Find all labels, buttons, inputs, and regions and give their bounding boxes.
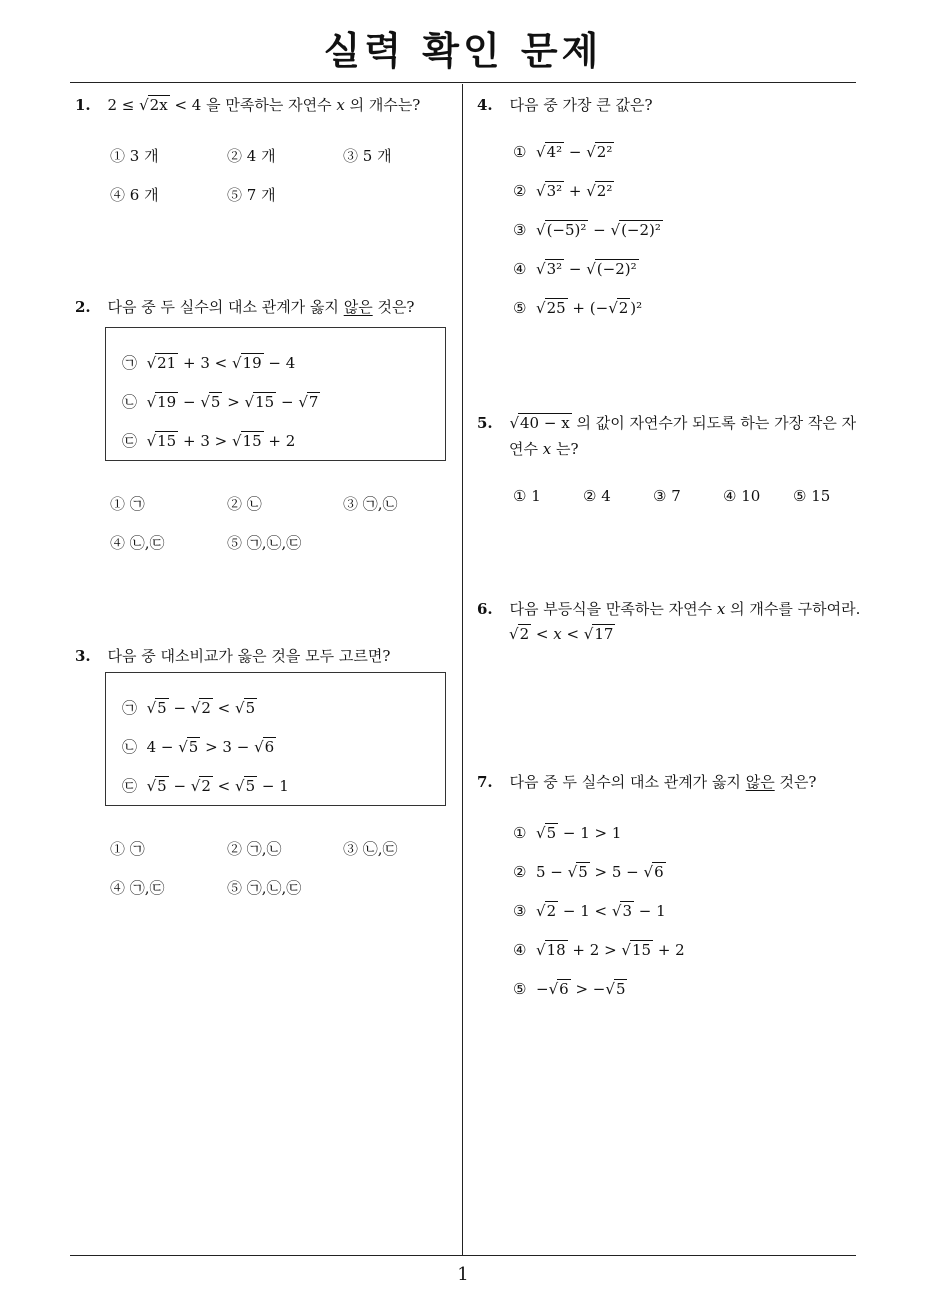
expr: − <box>564 260 587 278</box>
sqrt: √5 <box>235 777 256 795</box>
sqrt: √15 <box>146 432 177 450</box>
condition-c <box>122 430 295 451</box>
expr: > 5 − <box>589 863 644 881</box>
expr: − <box>276 393 299 411</box>
choice-label: ② <box>513 182 527 200</box>
expr: 4 − <box>146 738 179 756</box>
choice-3[interactable]: ③ 7 <box>653 487 681 505</box>
q4-text: 다음 중 가장 큰 값은? <box>509 96 653 114</box>
choice-3[interactable]: ③ ㉠,㉡ <box>343 495 398 513</box>
sqrt-expression: √40 − x <box>509 414 570 432</box>
choice-2[interactable] <box>513 182 614 200</box>
expr: − <box>564 143 587 161</box>
sqrt: √3² <box>536 260 563 278</box>
variable-x: x <box>553 625 562 643</box>
sqrt: √19 <box>146 393 177 411</box>
sqrt: √15 <box>244 393 275 411</box>
condition-box <box>105 327 446 461</box>
sqrt: √(−2)² <box>610 221 661 239</box>
choice-5[interactable] <box>513 980 627 998</box>
variable-x: x <box>336 96 345 114</box>
expr: < <box>531 625 554 643</box>
bottom-rule <box>70 1255 856 1256</box>
sqrt: √2 <box>608 299 629 317</box>
expr: + <box>564 182 587 200</box>
sqrt: √3² <box>536 182 563 200</box>
question-5-line-2 <box>509 438 579 459</box>
q7-text: 다음 중 두 실수의 대소 관계가 옳지 <box>509 773 746 791</box>
sqrt: √5 <box>536 824 557 842</box>
sqrt: √2 <box>190 777 211 795</box>
sqrt: √2 <box>509 625 530 643</box>
choice-3[interactable]: ③ 5 개 <box>343 147 392 165</box>
choice-1[interactable]: ① ㉠ <box>110 840 145 858</box>
expr: − 4 <box>263 354 296 372</box>
choice-2[interactable] <box>513 863 666 881</box>
label-b: ㉡ <box>122 393 138 411</box>
choice-3[interactable] <box>513 221 663 239</box>
sqrt-expression: √2x <box>139 96 168 114</box>
expr: − <box>178 393 201 411</box>
sqrt: √5 <box>178 738 199 756</box>
choice-5[interactable]: ⑤ 15 <box>793 487 831 505</box>
question-number: 3. <box>75 647 91 665</box>
choice-1[interactable]: ① ㉠ <box>110 495 145 513</box>
sqrt: √(−2)² <box>586 260 637 278</box>
expr: > − <box>570 980 606 998</box>
choice-4[interactable]: ④ 10 <box>723 487 761 505</box>
q5-text: 의 값이 자연수가 되도록 하는 가장 작은 자 <box>571 414 857 432</box>
q5-text: 연수 <box>509 440 543 458</box>
sqrt: √5 <box>146 777 167 795</box>
sqrt: √21 <box>146 354 177 372</box>
underlined-word: 않은 <box>745 773 775 791</box>
label-c: ㉢ <box>122 432 138 450</box>
choice-label: ⑤ <box>513 299 527 317</box>
sqrt: √15 <box>231 432 262 450</box>
choice-label: ⑤ <box>513 980 527 998</box>
choice-4[interactable]: ④ 6 개 <box>110 186 159 204</box>
expr: − <box>168 777 191 795</box>
sqrt: √19 <box>231 354 262 372</box>
expr: > <box>222 393 245 411</box>
choice-1[interactable] <box>513 143 614 161</box>
sqrt: √6 <box>643 863 664 881</box>
choice-3[interactable] <box>513 902 666 920</box>
choice-label: ② <box>513 863 527 881</box>
expr: + 3 > <box>178 432 232 450</box>
question-number: 1. <box>75 96 91 114</box>
expr: + (− <box>567 299 609 317</box>
q2-text-end: 것은? <box>372 298 415 316</box>
expr: − 1 <box>257 777 289 795</box>
expr: < <box>561 625 584 643</box>
sqrt: √6 <box>548 980 569 998</box>
choice-1[interactable] <box>513 824 621 842</box>
top-rule <box>70 82 856 83</box>
condition-box <box>105 672 446 806</box>
sqrt: √25 <box>536 299 566 317</box>
label-a: ㉠ <box>122 354 138 372</box>
question-number: 7. <box>477 773 493 791</box>
sqrt: √18 <box>536 941 566 959</box>
variable-x: x <box>716 600 726 618</box>
choice-2[interactable]: ② 4 개 <box>227 147 276 165</box>
question-4 <box>477 94 653 115</box>
expr: )² <box>630 299 643 317</box>
label-b: ㉡ <box>122 738 138 756</box>
choice-4[interactable]: ④ ㉡,㉢ <box>110 534 165 552</box>
question-6 <box>477 598 860 619</box>
choice-label: ③ <box>513 902 527 920</box>
choice-3[interactable]: ③ ㉡,㉢ <box>343 840 398 858</box>
expr: − 1 <box>633 902 666 920</box>
question-number: 5. <box>477 414 493 432</box>
label-c: ㉢ <box>122 777 138 795</box>
question-1 <box>75 94 420 115</box>
question-number: 2. <box>75 298 91 316</box>
q1-suffix: 의 개수는? <box>344 96 421 114</box>
choice-2[interactable]: ② ㉠,㉡ <box>227 840 282 858</box>
choice-label: ④ <box>513 941 527 959</box>
expr: + 2 <box>263 432 296 450</box>
column-divider <box>462 84 463 1256</box>
sqrt: √17 <box>583 625 614 643</box>
question-3 <box>75 645 390 666</box>
condition-a <box>122 697 257 718</box>
expr: > 3 − <box>200 738 255 756</box>
expr: − 1 < <box>558 902 612 920</box>
choice-1[interactable]: ① 1 <box>513 487 541 505</box>
choice-5[interactable]: ⑤ ㉠,㉡,㉢ <box>227 879 302 897</box>
choice-2[interactable]: ② ㉡ <box>227 495 262 513</box>
sqrt: √5 <box>567 863 588 881</box>
choice-label: ④ <box>513 260 527 278</box>
choice-label: ③ <box>513 221 527 239</box>
expr: − 1 > 1 <box>558 824 622 842</box>
sqrt: √15 <box>621 941 652 959</box>
condition-c <box>122 775 289 796</box>
choice-2[interactable]: ② 4 <box>583 487 611 505</box>
expr: − <box>588 221 611 239</box>
question-7 <box>477 771 816 792</box>
sqrt: √2² <box>586 143 613 161</box>
choice-4[interactable] <box>513 941 685 959</box>
sqrt: √4² <box>536 143 563 161</box>
q6-text: 다음 부등식을 만족하는 자연수 <box>509 600 717 618</box>
choice-5[interactable] <box>513 299 642 317</box>
sqrt: √5 <box>235 699 256 717</box>
label-a: ㉠ <box>122 699 138 717</box>
condition-b <box>122 736 276 757</box>
sqrt: √2² <box>586 182 613 200</box>
expr: 5 − <box>536 863 568 881</box>
choice-5[interactable]: ⑤ ㉠,㉡,㉢ <box>227 534 302 552</box>
q5-text-end: 는? <box>551 440 579 458</box>
question-6-inequality <box>509 625 615 643</box>
page-number: 1 <box>457 1264 469 1285</box>
sqrt: √2 <box>190 699 211 717</box>
choice-5[interactable]: ⑤ 7 개 <box>227 186 276 204</box>
expr: < <box>212 699 235 717</box>
question-2 <box>75 296 414 317</box>
variable-x: x <box>542 440 552 458</box>
sqrt: √6 <box>254 738 275 756</box>
q7-text-end: 것은? <box>774 773 817 791</box>
question-5 <box>477 412 856 433</box>
choice-4[interactable]: ④ ㉠,㉢ <box>110 879 165 897</box>
condition-a <box>122 352 295 373</box>
q1-prefix: 2 ≤ <box>107 96 140 114</box>
sqrt: √3 <box>611 902 632 920</box>
page-title: 실력 확인 문제 <box>323 29 603 73</box>
q1-mid: < 4 을 만족하는 자연수 <box>169 96 337 114</box>
q6-text-end: 의 개수를 구하여라. <box>725 600 861 618</box>
sqrt: √(−5)² <box>536 221 587 239</box>
question-number: 6. <box>477 600 493 618</box>
choice-4[interactable] <box>513 260 639 278</box>
expr: + 2 > <box>567 941 622 959</box>
sqrt: √5 <box>146 699 167 717</box>
expr: + 2 <box>653 941 685 959</box>
choice-1[interactable]: ① 3 개 <box>110 147 159 165</box>
expr: < <box>212 777 235 795</box>
sqrt: √7 <box>298 393 319 411</box>
sqrt: √5 <box>200 393 221 411</box>
choice-label: ① <box>513 143 527 161</box>
sqrt: √5 <box>605 980 626 998</box>
expr: − <box>536 980 549 998</box>
choice-label: ① <box>513 824 527 842</box>
expr: + 3 < <box>178 354 232 372</box>
question-number: 4. <box>477 96 493 114</box>
sqrt: √2 <box>536 902 557 920</box>
expr: − <box>168 699 191 717</box>
q2-text: 다음 중 두 실수의 대소 관계가 옳지 <box>107 298 344 316</box>
q3-text: 다음 중 대소비교가 옳은 것을 모두 고르면? <box>107 647 391 665</box>
underlined-word: 않은 <box>343 298 373 316</box>
condition-b <box>122 391 320 412</box>
